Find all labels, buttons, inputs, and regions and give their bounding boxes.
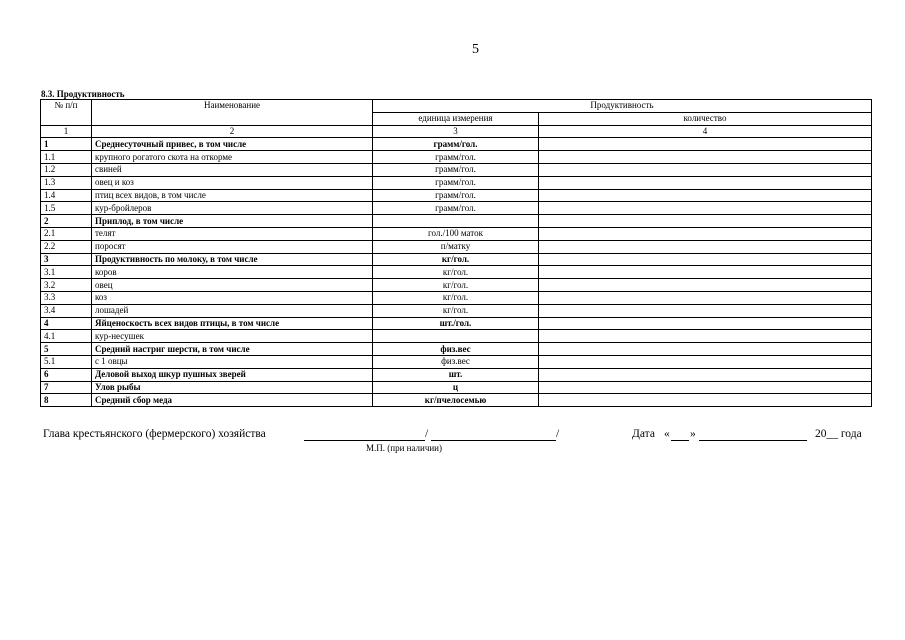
- header-num: № п/п: [41, 100, 92, 126]
- row-number: 3.2: [41, 279, 92, 292]
- row-quantity-cell[interactable]: [539, 253, 872, 266]
- head-label: Глава крестьянского (фермерского) хозяйства: [43, 428, 266, 440]
- table-row: [41, 394, 872, 407]
- column-index: 2: [92, 125, 373, 138]
- day-line[interactable]: [671, 428, 689, 441]
- quote-close: »: [690, 428, 696, 440]
- table-row: [41, 151, 872, 164]
- row-unit: шт./гол.: [373, 317, 539, 330]
- row-number: 5: [41, 343, 92, 356]
- row-name: Среднесуточный привес, в том числе: [92, 138, 373, 151]
- row-number: 1.2: [41, 163, 92, 176]
- row-quantity-cell[interactable]: [539, 394, 872, 407]
- row-unit: шт.: [373, 368, 539, 381]
- row-name: Яйценоскость всех видов птицы, в том числе: [92, 317, 373, 330]
- row-unit: грамм/гол.: [373, 138, 539, 151]
- row-unit: [373, 330, 539, 343]
- row-number: 1.1: [41, 151, 92, 164]
- row-unit: грамм/гол.: [373, 151, 539, 164]
- row-name: кур-бройлеров: [92, 202, 373, 215]
- column-index-row: [41, 125, 872, 138]
- row-unit: грамм/гол.: [373, 163, 539, 176]
- row-number: 1.4: [41, 189, 92, 202]
- table-row: [41, 381, 872, 394]
- row-unit: кг/гол.: [373, 279, 539, 292]
- table-row: [41, 355, 872, 368]
- row-quantity-cell[interactable]: [539, 330, 872, 343]
- row-name: лошадей: [92, 304, 373, 317]
- column-index: 4: [539, 125, 872, 138]
- table-row: [41, 240, 872, 253]
- row-name: поросят: [92, 240, 373, 253]
- row-quantity-cell[interactable]: [539, 279, 872, 292]
- row-quantity-cell[interactable]: [539, 266, 872, 279]
- row-name: коз: [92, 291, 373, 304]
- row-name: Продуктивность по молоку, в том числе: [92, 253, 373, 266]
- quote-open: «: [664, 428, 670, 440]
- date-label: Дата: [632, 428, 655, 440]
- table-row: [41, 189, 872, 202]
- row-number: 5.1: [41, 355, 92, 368]
- row-name: коров: [92, 266, 373, 279]
- table-row: [41, 215, 872, 228]
- row-quantity-cell[interactable]: [539, 163, 872, 176]
- header-unit: единица измерения: [373, 112, 539, 125]
- row-name: Приплод, в том числе: [92, 215, 373, 228]
- row-quantity-cell[interactable]: [539, 151, 872, 164]
- row-number: 6: [41, 368, 92, 381]
- row-name: овец: [92, 279, 373, 292]
- table-row: [41, 291, 872, 304]
- row-number: 7: [41, 381, 92, 394]
- productivity-table: [40, 99, 872, 407]
- row-unit: п/матку: [373, 240, 539, 253]
- row-number: 3.1: [41, 266, 92, 279]
- table-row: [41, 317, 872, 330]
- row-number: 1: [41, 138, 92, 151]
- row-number: 2.1: [41, 227, 92, 240]
- row-number: 2.2: [41, 240, 92, 253]
- header-name: Наименование: [92, 100, 373, 126]
- table-row: [41, 227, 872, 240]
- row-name: Средний настриг шерсти, в том числе: [92, 343, 373, 356]
- row-quantity-cell[interactable]: [539, 355, 872, 368]
- row-quantity-cell[interactable]: [539, 240, 872, 253]
- row-number: 3.3: [41, 291, 92, 304]
- table-row: [41, 266, 872, 279]
- page-number: 5: [472, 42, 479, 57]
- row-unit: физ.вес: [373, 343, 539, 356]
- row-name: Средний сбор меда: [92, 394, 373, 407]
- row-name: с 1 овцы: [92, 355, 373, 368]
- row-quantity-cell[interactable]: [539, 343, 872, 356]
- row-number: 1.3: [41, 176, 92, 189]
- name-slash: /: [556, 428, 560, 440]
- row-number: 3.4: [41, 304, 92, 317]
- row-unit: кг/гол.: [373, 304, 539, 317]
- row-number: 3: [41, 253, 92, 266]
- table-row: [41, 202, 872, 215]
- row-name: свиней: [92, 163, 373, 176]
- row-number: 1.5: [41, 202, 92, 215]
- row-unit: грамм/гол.: [373, 202, 539, 215]
- signature-slash: /: [425, 428, 429, 440]
- column-index: 3: [373, 125, 539, 138]
- row-quantity-cell[interactable]: [539, 138, 872, 151]
- row-number: 4.1: [41, 330, 92, 343]
- row-quantity-cell[interactable]: [539, 291, 872, 304]
- row-quantity-cell[interactable]: [539, 202, 872, 215]
- table-row: [41, 368, 872, 381]
- row-number: 8: [41, 394, 92, 407]
- row-quantity-cell[interactable]: [539, 304, 872, 317]
- row-name: крупного рогатого скота на откорме: [92, 151, 373, 164]
- row-quantity-cell[interactable]: [539, 215, 872, 228]
- row-unit: кг/гол.: [373, 253, 539, 266]
- row-unit: кг/пчелосемью: [373, 394, 539, 407]
- row-unit: грамм/гол.: [373, 189, 539, 202]
- table-row: [41, 279, 872, 292]
- row-quantity-cell[interactable]: [539, 176, 872, 189]
- row-quantity-cell[interactable]: [539, 368, 872, 381]
- name-line[interactable]: [431, 428, 556, 441]
- row-unit: кг/гол.: [373, 291, 539, 304]
- table-row: [41, 138, 872, 151]
- table-row: [41, 163, 872, 176]
- table-row: [41, 343, 872, 356]
- row-name: Улов рыбы: [92, 381, 373, 394]
- column-index: 1: [41, 125, 92, 138]
- row-quantity-cell[interactable]: [539, 189, 872, 202]
- row-unit: грамм/гол.: [373, 176, 539, 189]
- section-title: 8.3. Продуктивность: [41, 89, 125, 99]
- header-quantity: количество: [539, 112, 872, 125]
- row-unit: ц: [373, 381, 539, 394]
- mp-label: М.П. (при наличии): [366, 443, 442, 453]
- row-quantity-cell[interactable]: [539, 381, 872, 394]
- row-unit: кг/гол.: [373, 266, 539, 279]
- table-row: [41, 176, 872, 189]
- row-name: кур-несушек: [92, 330, 373, 343]
- year-label: 20__ года: [815, 428, 862, 440]
- row-number: 2: [41, 215, 92, 228]
- row-name: телят: [92, 227, 373, 240]
- row-unit: гол./100 маток: [373, 227, 539, 240]
- row-unit: физ.вес: [373, 355, 539, 368]
- table-row: [41, 253, 872, 266]
- header-productivity: Продуктивность: [373, 100, 872, 113]
- month-line[interactable]: [699, 428, 807, 441]
- row-unit: [373, 215, 539, 228]
- row-number: 4: [41, 317, 92, 330]
- row-name: овец и коз: [92, 176, 373, 189]
- row-quantity-cell[interactable]: [539, 317, 872, 330]
- row-name: Деловой выход шкур пушных зверей: [92, 368, 373, 381]
- table-row: [41, 330, 872, 343]
- row-name: птиц всех видов, в том числе: [92, 189, 373, 202]
- table-row: [41, 304, 872, 317]
- signature-line[interactable]: [304, 428, 425, 441]
- row-quantity-cell[interactable]: [539, 227, 872, 240]
